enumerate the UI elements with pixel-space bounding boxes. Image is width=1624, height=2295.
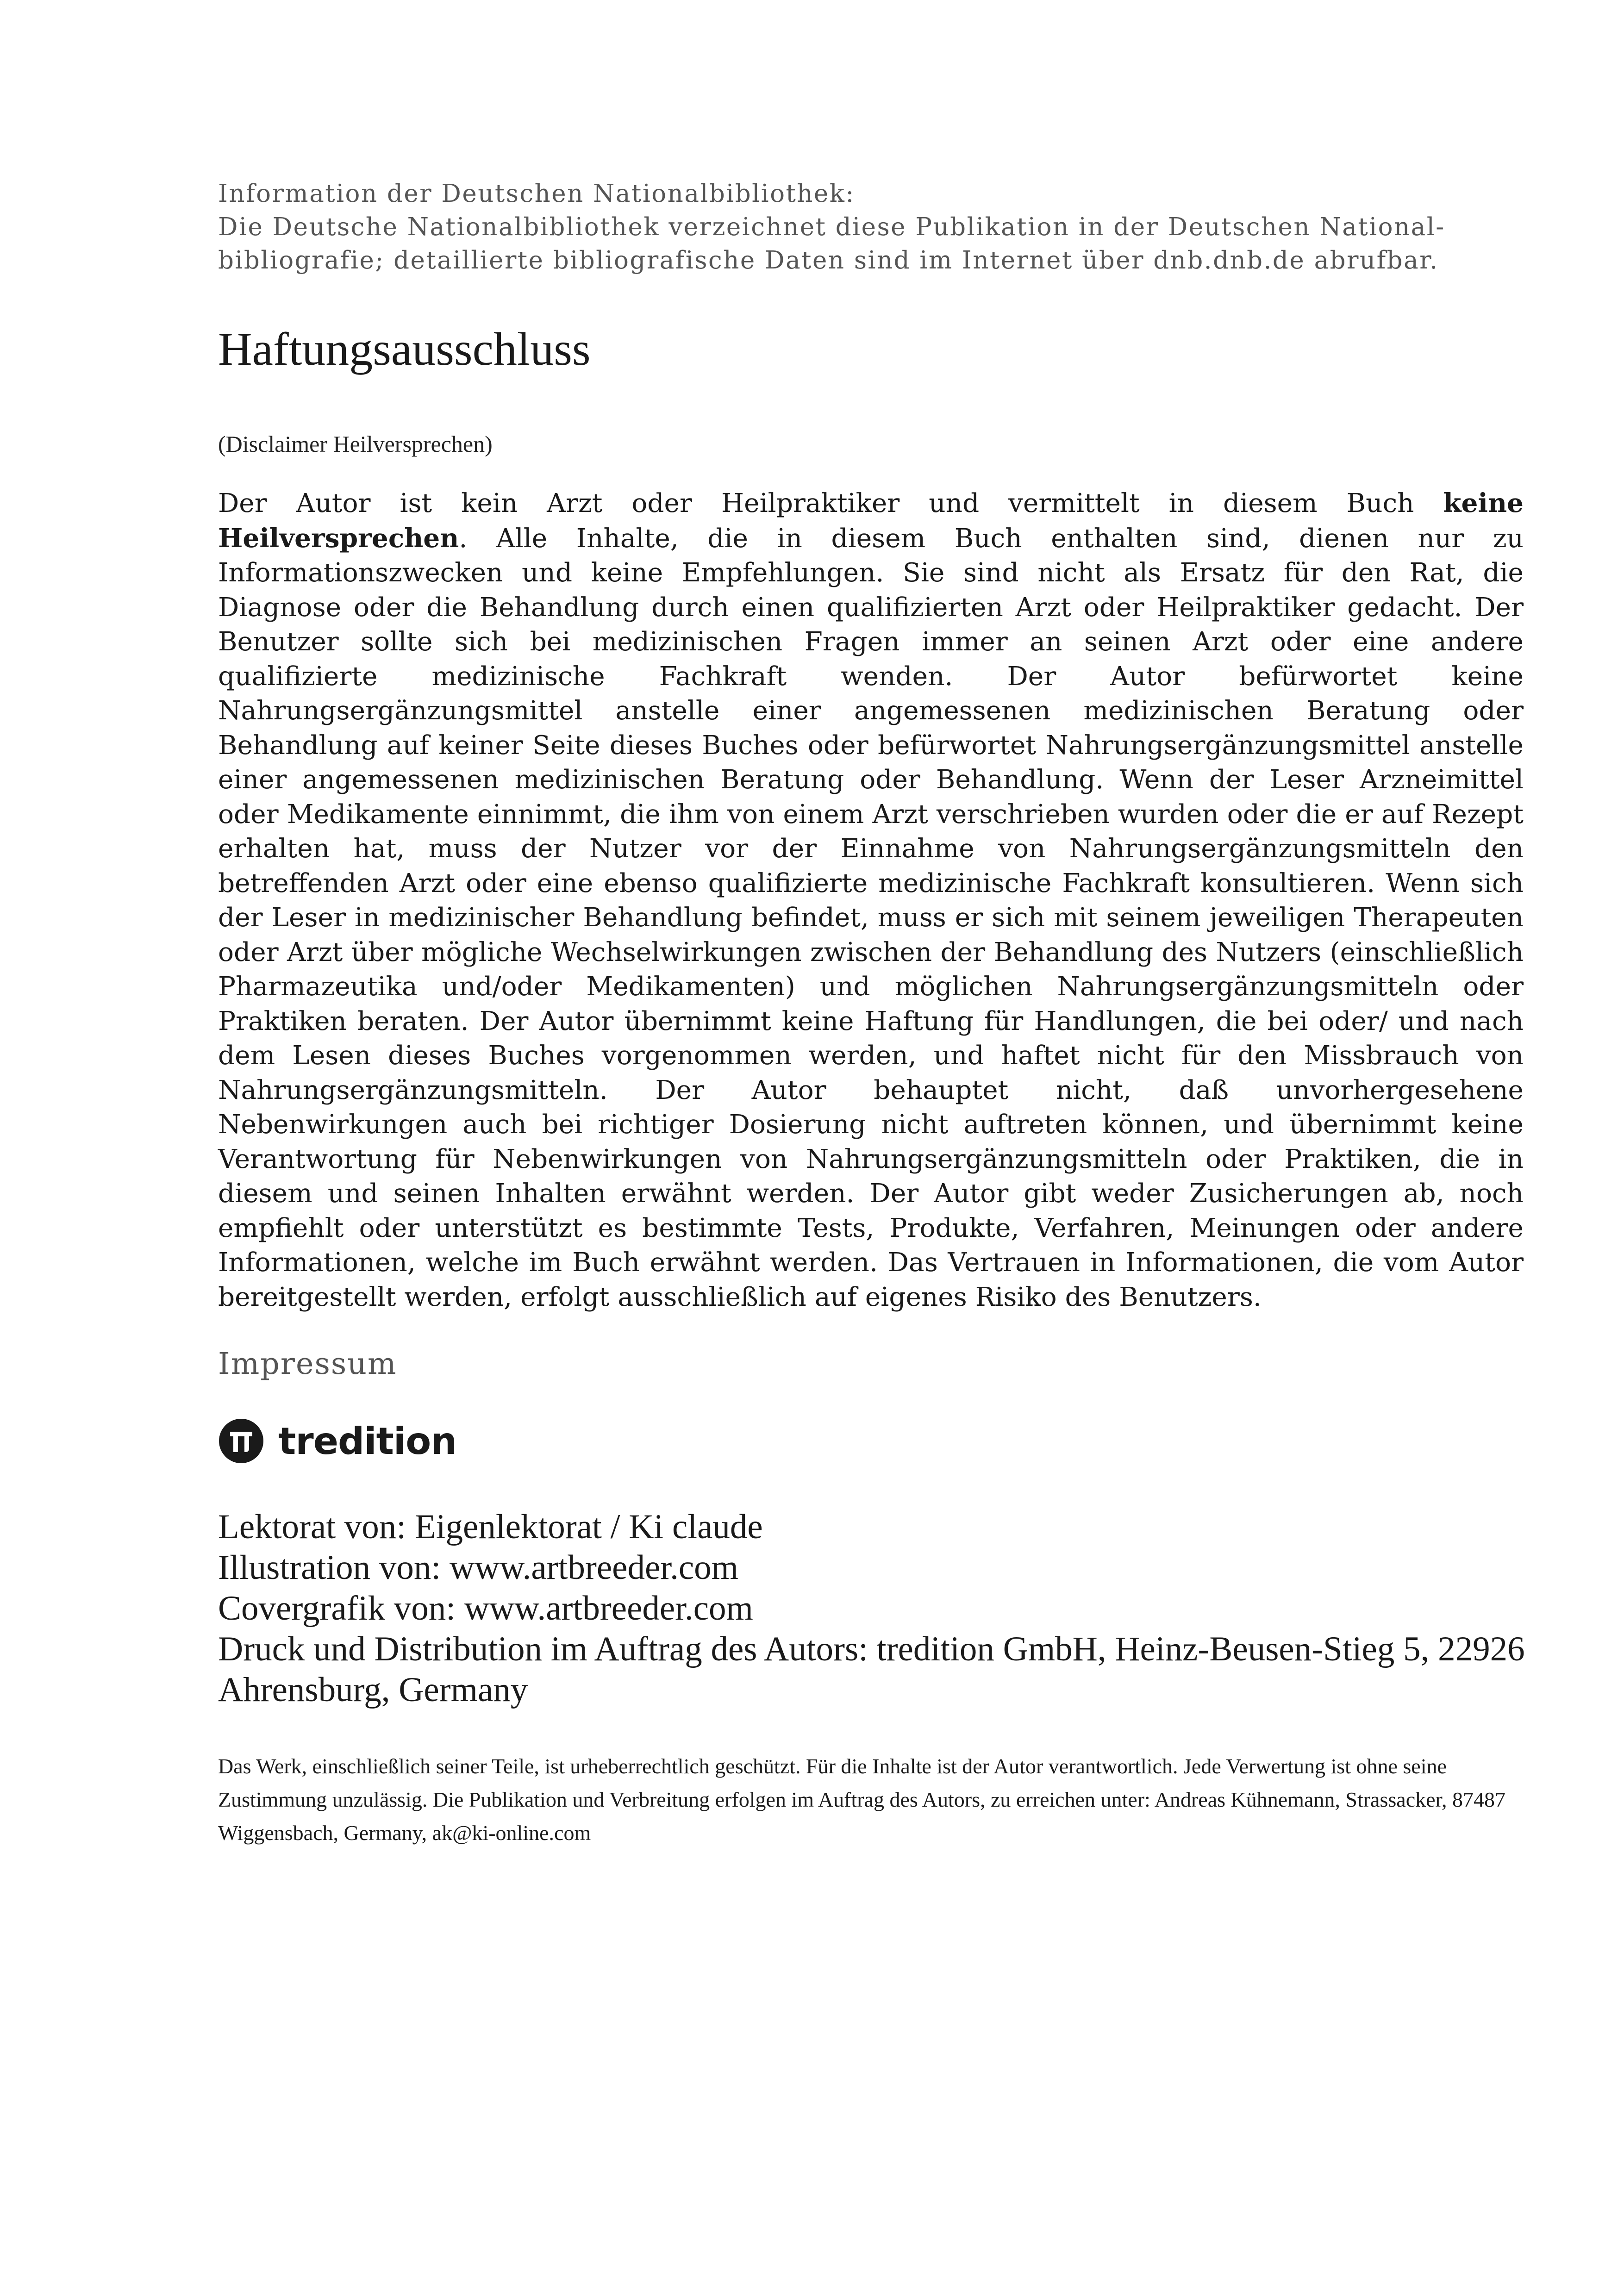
tredition-logo: [218, 1416, 456, 1466]
disclaimer-subheading: (Disclaimer Heilversprechen): [218, 431, 493, 457]
impressum-heading: Impressum: [218, 1347, 397, 1381]
dnb-info-title: Information der Deutschen Nationalbibliothek:: [218, 180, 855, 208]
disclaimer-text: . Alle Inhalte, die in diesem Buch enthalten sind, dienen nur zu Informationszwecken und keine Empfehlungen. Sie sind nicht als Ersatz für den Rat, die Diagnose oder die Behandlung durch einen qualifizierten Arzt oder Heilpraktiker gedacht. Der Benutzer sollte sich bei medizinischen Fragen immer an seinen Arzt oder eine andere qualifizierte medizinische Fachkraft wenden. Der Autor befürwortet keine Nahrungsergänzungsmittel anstelle einer angemessenen medizinischen Beratung oder Behandlung auf keiner Seite dieses Buches oder befürwortet Nahrungsergänzungsmittel anstelle einer angemessenen medizinischen Beratung oder Behandlung. Wenn der Leser Arzneimittel oder Medikamente einnimmt, die ihm von einem Arzt verschrieben wurden oder die er auf Rezept erhalten hat, muss der Nutzer vor der Einnahme von Nahrungsergänzungsmitteln den betreffenden Arzt oder eine ebenso qualifizierte medizinische Fachkraft konsultieren. Wenn sich der Leser in medizinischer Behandlung befindet, muss er sich mit seinem jeweiligen Therapeuten oder Arzt über mögliche Wechselwirkungen zwischen der Behandlung des Nutzers (einschließlich Pharmazeutika und/oder Medikamenten) und möglichen Nahrungsergänzungsmitteln oder Praktiken beraten. Der Autor übernimmt keine Haftung für Handlungen, die bei oder/ und nach dem Lesen dieses Buches vorgenommen werden, und haftet nicht für den Missbrauch von Nahrungsergänzungsmitteln. Der Autor behauptet nicht, daß unvorhergesehene Nebenwirkungen auch bei richtiger Dosierung nicht auftreten können, und übernimmt keine Verantwortung für Nebenwirkungen von Nahrungsergänzungsmitteln oder Praktiken, die in diesem und seinen Inhalten erwähnt werden. Der Autor gibt weder Zusicherungen ab, noch empfiehlt oder unterstützt es bestimmte Tests, Produkte, Verfahren, Meinungen oder andere Informationen, welche im Buch erwähnt werden. Das Vertrauen in Informationen, die vom Autor bereitgestellt werden, erfolgt ausschließlich auf eigenes Risiko des Benutzers.: [218, 523, 1524, 1312]
credit-illustration: Illustration von: www.artbreeder.com: [218, 1548, 738, 1587]
tredition-logo-icon: [218, 1418, 264, 1464]
credit-lektorat: Lektorat von: Eigenlektorat / Ki claude: [218, 1508, 763, 1546]
disclaimer-intro: Der Autor ist kein Arzt oder Heilpraktiker und vermittelt in diesem Buch: [218, 488, 1443, 518]
credits: [218, 1507, 1561, 1710]
dnb-info: [218, 177, 1524, 277]
dnb-info-text: Die Deutsche Nationalbibliothek verzeichnet diese Publikation in der Deutschen Nationalbibliografie; detaillierte bibliografische Daten sind im Internet über dnb.dnb.de abrufbar.: [218, 213, 1444, 274]
tredition-logo-text: tredition: [278, 1419, 457, 1463]
credit-covergrafik: Covergrafik von: www.artbreeder.com: [218, 1589, 753, 1628]
disclaimer-heading: Haftungsausschluss: [218, 323, 591, 375]
legal-notice: Das Werk, einschließlich seiner Teile, ist urheberrechtlich geschützt. Für die Inhalte ist der Autor verantwortlich. Jede Verwertung ist ohne seine Zustimmung unzulässig. Die Publikation und Verbreitung erfolgen im Auftrag des Autors, zu erreichen unter: Andreas Kühnemann, Strassacker, 87487 Wiggensbach, Germany, ak@ki-online.com: [218, 1754, 1506, 1845]
disclaimer-body: [218, 486, 1524, 1315]
credit-druck: Druck und Distribution im Auftrag des Autors: tredition GmbH, Heinz-Beusen-Stieg 5, 22926 Ahrensburg, Germany: [218, 1630, 1525, 1709]
disclaimer-bold-phrase: keine Heilversprechen: [218, 488, 1524, 554]
